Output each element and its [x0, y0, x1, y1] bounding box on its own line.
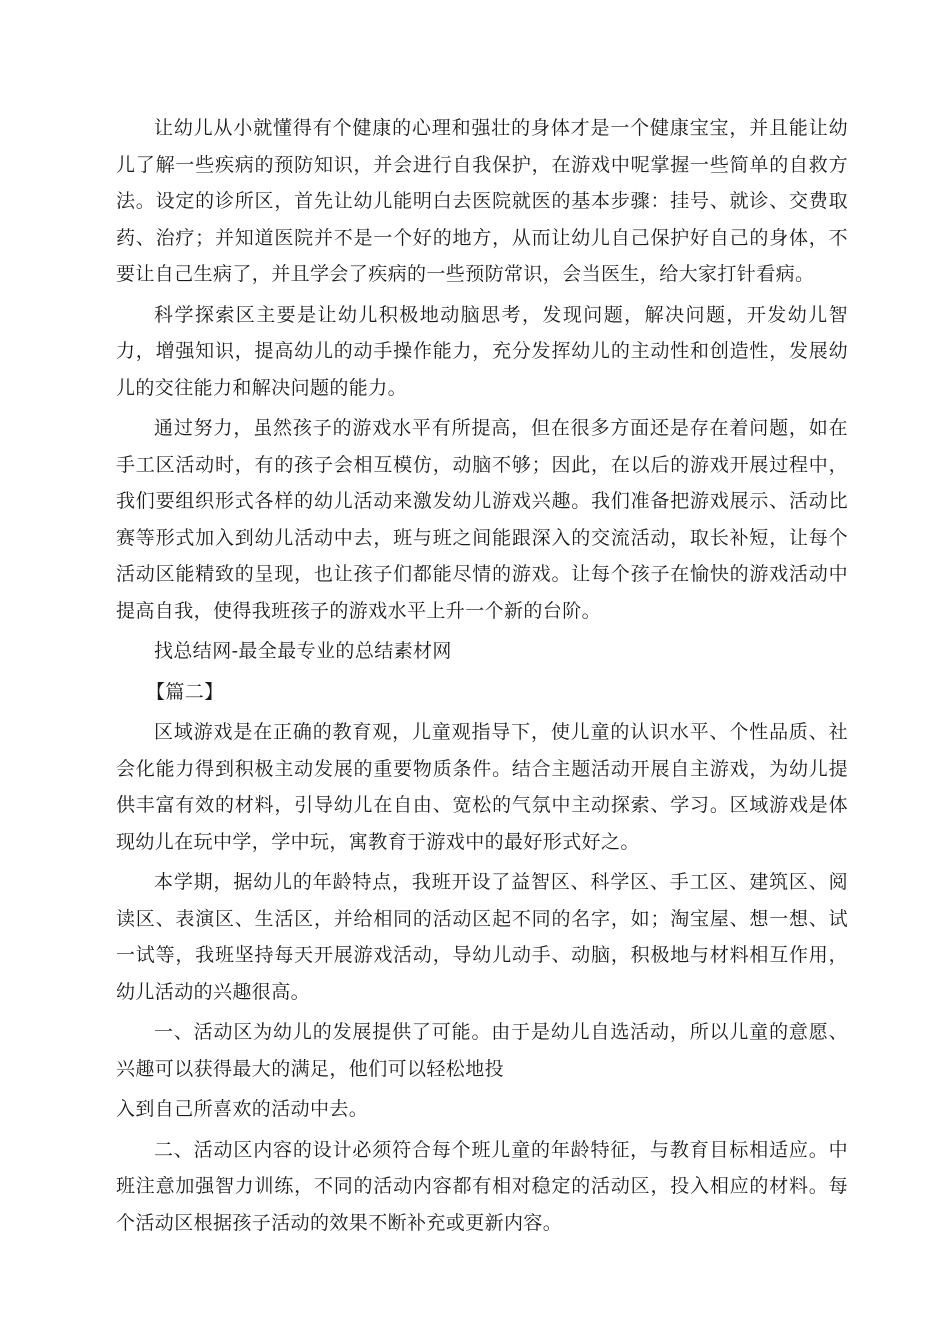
document-body [116, 110, 848, 1241]
paragraph-area-games: 区域游戏是在正确的教育观，儿童观指导下，使儿童的认识水平、个性品质、社会化能力得到积极主动发展的重要物质条件。结合主题活动开展自主游戏，为幼儿提供丰富有效的材料，引导幼儿在自由、宽松的气氛中主动探索、学习。区域游戏是体现幼儿在玩中学，学中玩，寓教育于游戏中的最好形式好之。 [116, 721, 848, 853]
paragraph-science-area: 科学探索区主要是让幼儿积极地动脑思考，发现问题，解决问题，开发幼儿智力，增强知识，提高幼儿的动手操作能力，充分发挥幼儿的主动性和创造性，发展幼儿的交往能力和解决问题的能力。 [116, 303, 848, 399]
paragraph-point-two: 二、活动区内容的设计必须符合每个班儿童的年龄特征，与教育目标相适应。中班注意加强智力训练，不同的活动内容都有相对稳定的活动区，投入相应的材料。每个活动区根据孩子活动的效果不断补充或更新内容。 [116, 1138, 848, 1234]
paragraph-clinic-area: 让幼儿从小就懂得有个健康的心理和强壮的身体才是一个健康宝宝，并且能让幼儿了解一些疾病的预防知识，并会进行自我保护，在游戏中呢掌握一些简单的自救方法。设定的诊所区，首先让幼儿能明白去医院就医的基本步骤：挂号、就诊、交费取药、治疗；并知道医院并不是一个好的地方，从而让幼儿自己保护好自己的身体，不要让自己生病了，并且学会了疾病的一些预防常识，会当医生，给大家打针看病。 [116, 117, 848, 285]
paragraph-point-one-continued: 入到自己所喜欢的活动中去。 [116, 1098, 369, 1120]
paragraph-point-one: 一、活动区为幼儿的发展提供了可能。由于是幼儿自选活动，所以儿童的意愿、兴趣可以获得最大的满足，他们可以轻松地投 [116, 1021, 848, 1080]
section-heading-part-two: 【篇二】 [146, 680, 224, 703]
paragraph-improvement: 通过努力，虽然孩子的游戏水平有所提高，但在很多方面还是存在着问题，如在手工区活动时，有的孩子会相互模仿，动脑不够；因此，在以后的游戏开展过程中，我们要组织形式各样的幼儿活动来激发幼儿游戏兴趣。我们准备把游戏展示、活动比赛等形式加入到幼儿活动中去，班与班之间能跟深入的交流活动，取长补短，让每个活动区能精致的呈现，也让孩子们都能尽情的游戏。让每个孩子在愉快的游戏活动中提高自我，使得我班孩子的游戏水平上升一个新的台阶。 [116, 417, 848, 622]
paragraph-this-semester: 本学期，据幼儿的年龄特点，我班开设了益智区、科学区、手工区、建筑区、阅读区、表演区、生活区，并给相同的活动区起不同的名字，如；淘宝屋、想一想、试一试等，我班坚持每天开展游戏活动，导幼儿动手、动脑，积极地与材料相互作用，幼儿活动的兴趣很高。 [116, 871, 848, 1003]
paragraph-site-note: 找总结网-最全最专业的总结素材网 [154, 640, 452, 662]
